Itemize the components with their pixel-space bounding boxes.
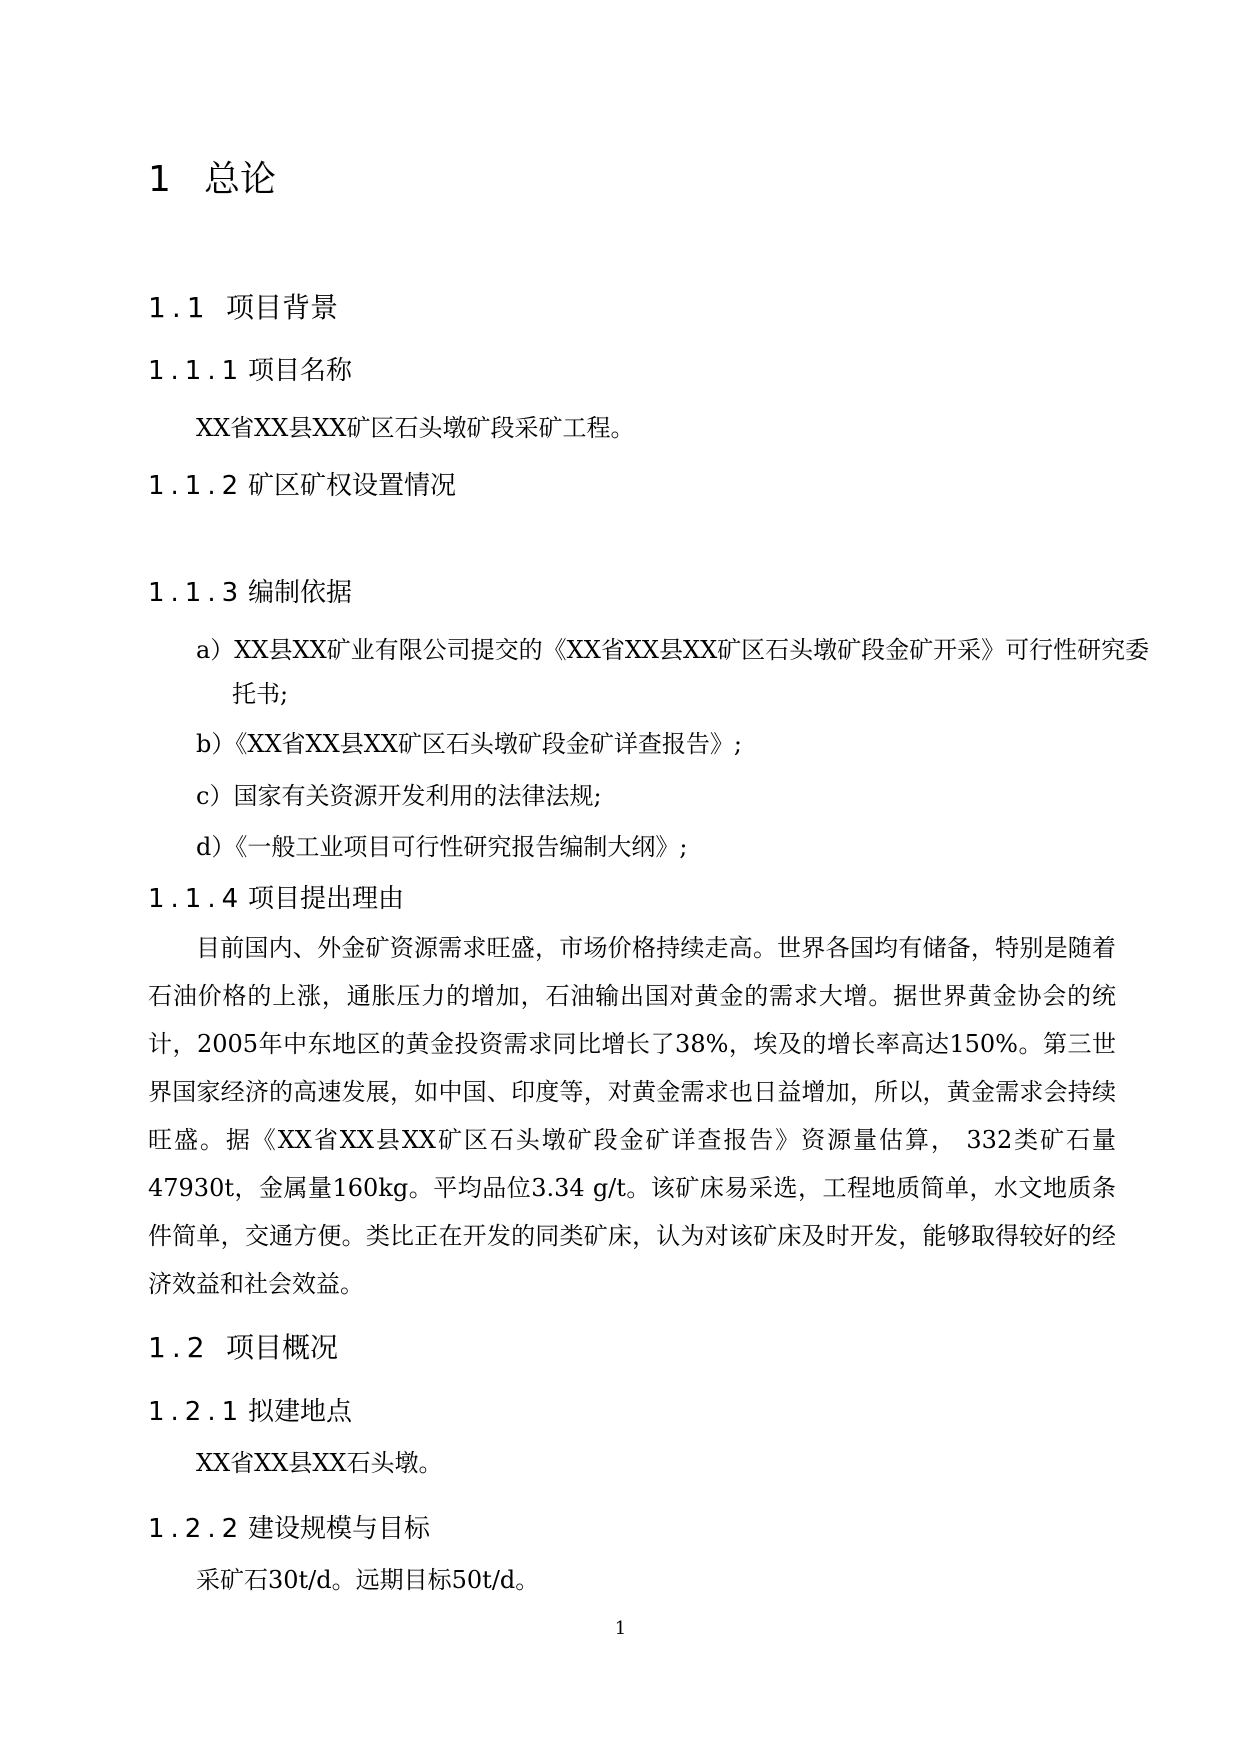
subsection-title: 建设规模与目标 <box>248 1514 431 1544</box>
scale-text: 采矿石30t/d。远期目标50t/d。 <box>196 1566 540 1594</box>
subsection-title: 拟建地点 <box>248 1397 353 1427</box>
subsection-number: 1.1.3 <box>148 578 245 608</box>
subsection-title: 项目提出理由 <box>248 884 405 914</box>
project-name-text: XX省XX县XX矿区石头墩矿段采矿工程。 <box>196 414 635 442</box>
list-item: d）《一般工业项目可行性研究报告编制大纲》; <box>196 833 688 861</box>
subsection-heading-1-1-4 <box>148 882 404 916</box>
subsection-number: 1.1.1 <box>148 356 245 386</box>
chapter-heading <box>148 158 276 202</box>
rationale-paragraph: 目前国内、外金矿资源需求旺盛，市场价格持续走高。世界各国均有储备，特别是随着石油价格的上涨，通胀压力的增加，石油输出国对黄金的需求大增。据世界黄金协会的统计，2005年中东地区的黄金投资需求同比增长了38%，埃及的增长率高达150%。第三世界国家经济的高速发展，如中国、印度等，对黄金需求也日益增加，所以，黄金需求会持续旺盛。据《XX省XX县XX矿区石头墩矿段金矿详查报告》资源量估算， 332类矿石量47930t，金属量160kg。平均品位3.34 g/t。该矿床易采选，工程地质简单，水文地质条件简单，交通方便。类比正在开发的同类矿床，认为对该矿床及时开发，能够取得较好的经济效益和社会效益。 <box>148 934 1116 1298</box>
subsection-heading-1-1-3 <box>148 576 352 610</box>
subsection-title: 项目名称 <box>248 356 353 386</box>
section-title: 项目背景 <box>226 291 339 324</box>
section-number: 1.1 <box>148 291 211 324</box>
subsection-title: 编制依据 <box>248 578 353 608</box>
section-heading-1-2 <box>148 1330 338 1366</box>
list-item: b）《XX省XX县XX矿区石头墩矿段金矿详查报告》; <box>196 730 742 758</box>
subsection-number: 1.2.2 <box>148 1514 245 1544</box>
location-text: XX省XX县XX石头墩。 <box>196 1449 443 1477</box>
subsection-number: 1.1.4 <box>148 884 245 914</box>
subsection-heading-1-1-2 <box>148 469 456 503</box>
section-number: 1.2 <box>148 1331 211 1364</box>
subsection-number: 1.2.1 <box>148 1397 245 1427</box>
list-item: c）国家有关资源开发利用的法律法规; <box>196 782 602 810</box>
subsection-number: 1.1.2 <box>148 471 245 501</box>
subsection-heading-1-1-1 <box>148 354 352 388</box>
subsection-heading-1-2-1 <box>148 1395 352 1429</box>
chapter-number: 1 <box>148 159 177 200</box>
chapter-title: 总论 <box>204 159 277 200</box>
subsection-title: 矿区矿权设置情况 <box>248 471 457 501</box>
section-heading-1-1 <box>148 290 338 326</box>
subsection-heading-1-2-2 <box>148 1512 430 1546</box>
list-item: a）XX县XX矿业有限公司提交的《XX省XX县XX矿区石头墩矿段金矿开采》可行性研究委托书; <box>196 636 1150 708</box>
page-number: 1 <box>614 1618 627 1639</box>
section-title: 项目概况 <box>226 1331 339 1364</box>
